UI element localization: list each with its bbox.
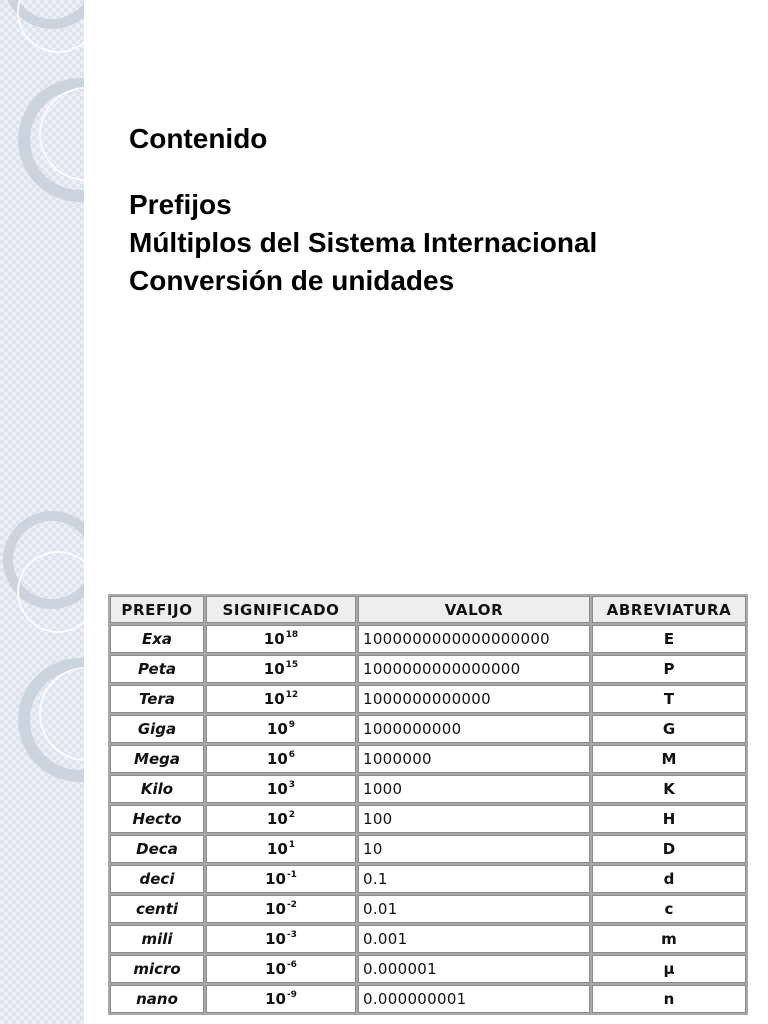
abbreviation-cell: H xyxy=(592,805,746,833)
prefix-cell: Peta xyxy=(110,655,204,683)
power-base: 10 xyxy=(263,630,285,648)
power-base: 10 xyxy=(266,720,288,738)
power-exponent: -6 xyxy=(286,960,297,970)
header-significado: SIGNIFICADO xyxy=(206,596,356,623)
prefix-cell: centi xyxy=(110,895,204,923)
table-row xyxy=(110,685,746,713)
contents-item-multiplos: Múltiplos del Sistema Internacional xyxy=(129,227,598,258)
value-cell: 0.001 xyxy=(358,925,590,953)
value-cell: 0.000001 xyxy=(358,955,590,983)
meaning-cell xyxy=(206,985,356,1013)
prefix-cell: Giga xyxy=(110,715,204,743)
power-base: 10 xyxy=(265,900,286,918)
power-exponent: 18 xyxy=(285,630,299,640)
value-cell: 10 xyxy=(358,835,590,863)
meaning-cell xyxy=(206,865,356,893)
power-base: 10 xyxy=(266,750,288,768)
table-row xyxy=(110,835,746,863)
power-exponent: 6 xyxy=(288,750,296,760)
abbreviation-cell: M xyxy=(592,745,746,773)
power-base: 10 xyxy=(265,990,286,1008)
header-abreviatura: ABREVIATURA xyxy=(592,596,746,623)
abbreviation-cell: K xyxy=(592,775,746,803)
power-base: 10 xyxy=(263,690,285,708)
table-row xyxy=(110,715,746,743)
power-exponent: 9 xyxy=(288,720,296,730)
contents-title: Contenido xyxy=(129,123,268,154)
power-exponent: 2 xyxy=(288,810,296,820)
power-base: 10 xyxy=(266,840,288,858)
power-base: 10 xyxy=(265,930,286,948)
abbreviation-cell: d xyxy=(592,865,746,893)
abbreviation-cell: m xyxy=(592,925,746,953)
power-exponent: 3 xyxy=(288,780,296,790)
prefix-cell: deci xyxy=(110,865,204,893)
value-cell: 0.000000001 xyxy=(358,985,590,1013)
value-cell: 0.1 xyxy=(358,865,590,893)
table-row xyxy=(110,955,746,983)
abbreviation-cell: n xyxy=(592,985,746,1013)
table-row xyxy=(110,745,746,773)
meaning-cell xyxy=(206,835,356,863)
prefix-table-container xyxy=(108,594,768,1024)
power-base: 10 xyxy=(266,780,288,798)
table-row xyxy=(110,655,746,683)
value-cell: 1000000000000000000 xyxy=(358,625,590,653)
table-body xyxy=(110,625,746,1013)
contents-item-prefijos: Prefijos xyxy=(129,189,232,220)
power-base: 10 xyxy=(263,660,285,678)
table-row xyxy=(110,925,746,953)
table-row xyxy=(110,625,746,653)
meaning-cell xyxy=(206,775,356,803)
table-header-row xyxy=(110,596,746,623)
value-cell: 1000000000 xyxy=(358,715,590,743)
table-row xyxy=(110,805,746,833)
si-prefix-table xyxy=(108,594,748,1015)
value-cell: 0.01 xyxy=(358,895,590,923)
prefix-cell: Mega xyxy=(110,745,204,773)
prefix-cell: Hecto xyxy=(110,805,204,833)
meaning-cell xyxy=(206,895,356,923)
power-exponent: -9 xyxy=(286,990,297,1000)
meaning-cell xyxy=(206,925,356,953)
contents-list xyxy=(129,186,597,300)
abbreviation-cell: E xyxy=(592,625,746,653)
meaning-cell xyxy=(206,745,356,773)
prefix-cell: micro xyxy=(110,955,204,983)
power-exponent: 1 xyxy=(288,840,296,850)
power-exponent: 15 xyxy=(285,660,299,670)
power-exponent: -3 xyxy=(286,930,297,940)
table-row xyxy=(110,865,746,893)
meaning-cell xyxy=(206,685,356,713)
meaning-cell xyxy=(206,955,356,983)
table-row xyxy=(110,775,746,803)
header-prefijo: PREFIJO xyxy=(110,596,204,623)
prefix-cell: Deca xyxy=(110,835,204,863)
value-cell: 1000000 xyxy=(358,745,590,773)
abbreviation-cell: T xyxy=(592,685,746,713)
abbreviation-cell: c xyxy=(592,895,746,923)
prefix-cell: Exa xyxy=(110,625,204,653)
header-valor: VALOR xyxy=(358,596,590,623)
contents-item-conversion: Conversión de unidades xyxy=(129,265,455,296)
abbreviation-cell: P xyxy=(592,655,746,683)
prefix-cell: nano xyxy=(110,985,204,1013)
abbreviation-cell: μ xyxy=(592,955,746,983)
contents-section xyxy=(129,120,597,300)
power-exponent: -2 xyxy=(286,900,297,910)
power-base: 10 xyxy=(266,810,288,828)
meaning-cell xyxy=(206,805,356,833)
power-exponent: -1 xyxy=(286,870,297,880)
power-base: 10 xyxy=(265,960,286,978)
power-base: 10 xyxy=(265,870,286,888)
meaning-cell xyxy=(206,655,356,683)
table-row xyxy=(110,895,746,923)
value-cell: 1000000000000000 xyxy=(358,655,590,683)
prefix-cell: Tera xyxy=(110,685,204,713)
table-row xyxy=(110,985,746,1013)
meaning-cell xyxy=(206,715,356,743)
decorative-side-band xyxy=(0,0,84,1024)
abbreviation-cell: D xyxy=(592,835,746,863)
abbreviation-cell: G xyxy=(592,715,746,743)
prefix-cell: mili xyxy=(110,925,204,953)
value-cell: 1000 xyxy=(358,775,590,803)
power-exponent: 12 xyxy=(285,690,299,700)
value-cell: 100 xyxy=(358,805,590,833)
decorative-rings xyxy=(0,0,84,1024)
value-cell: 1000000000000 xyxy=(358,685,590,713)
prefix-cell: Kilo xyxy=(110,775,204,803)
meaning-cell xyxy=(206,625,356,653)
